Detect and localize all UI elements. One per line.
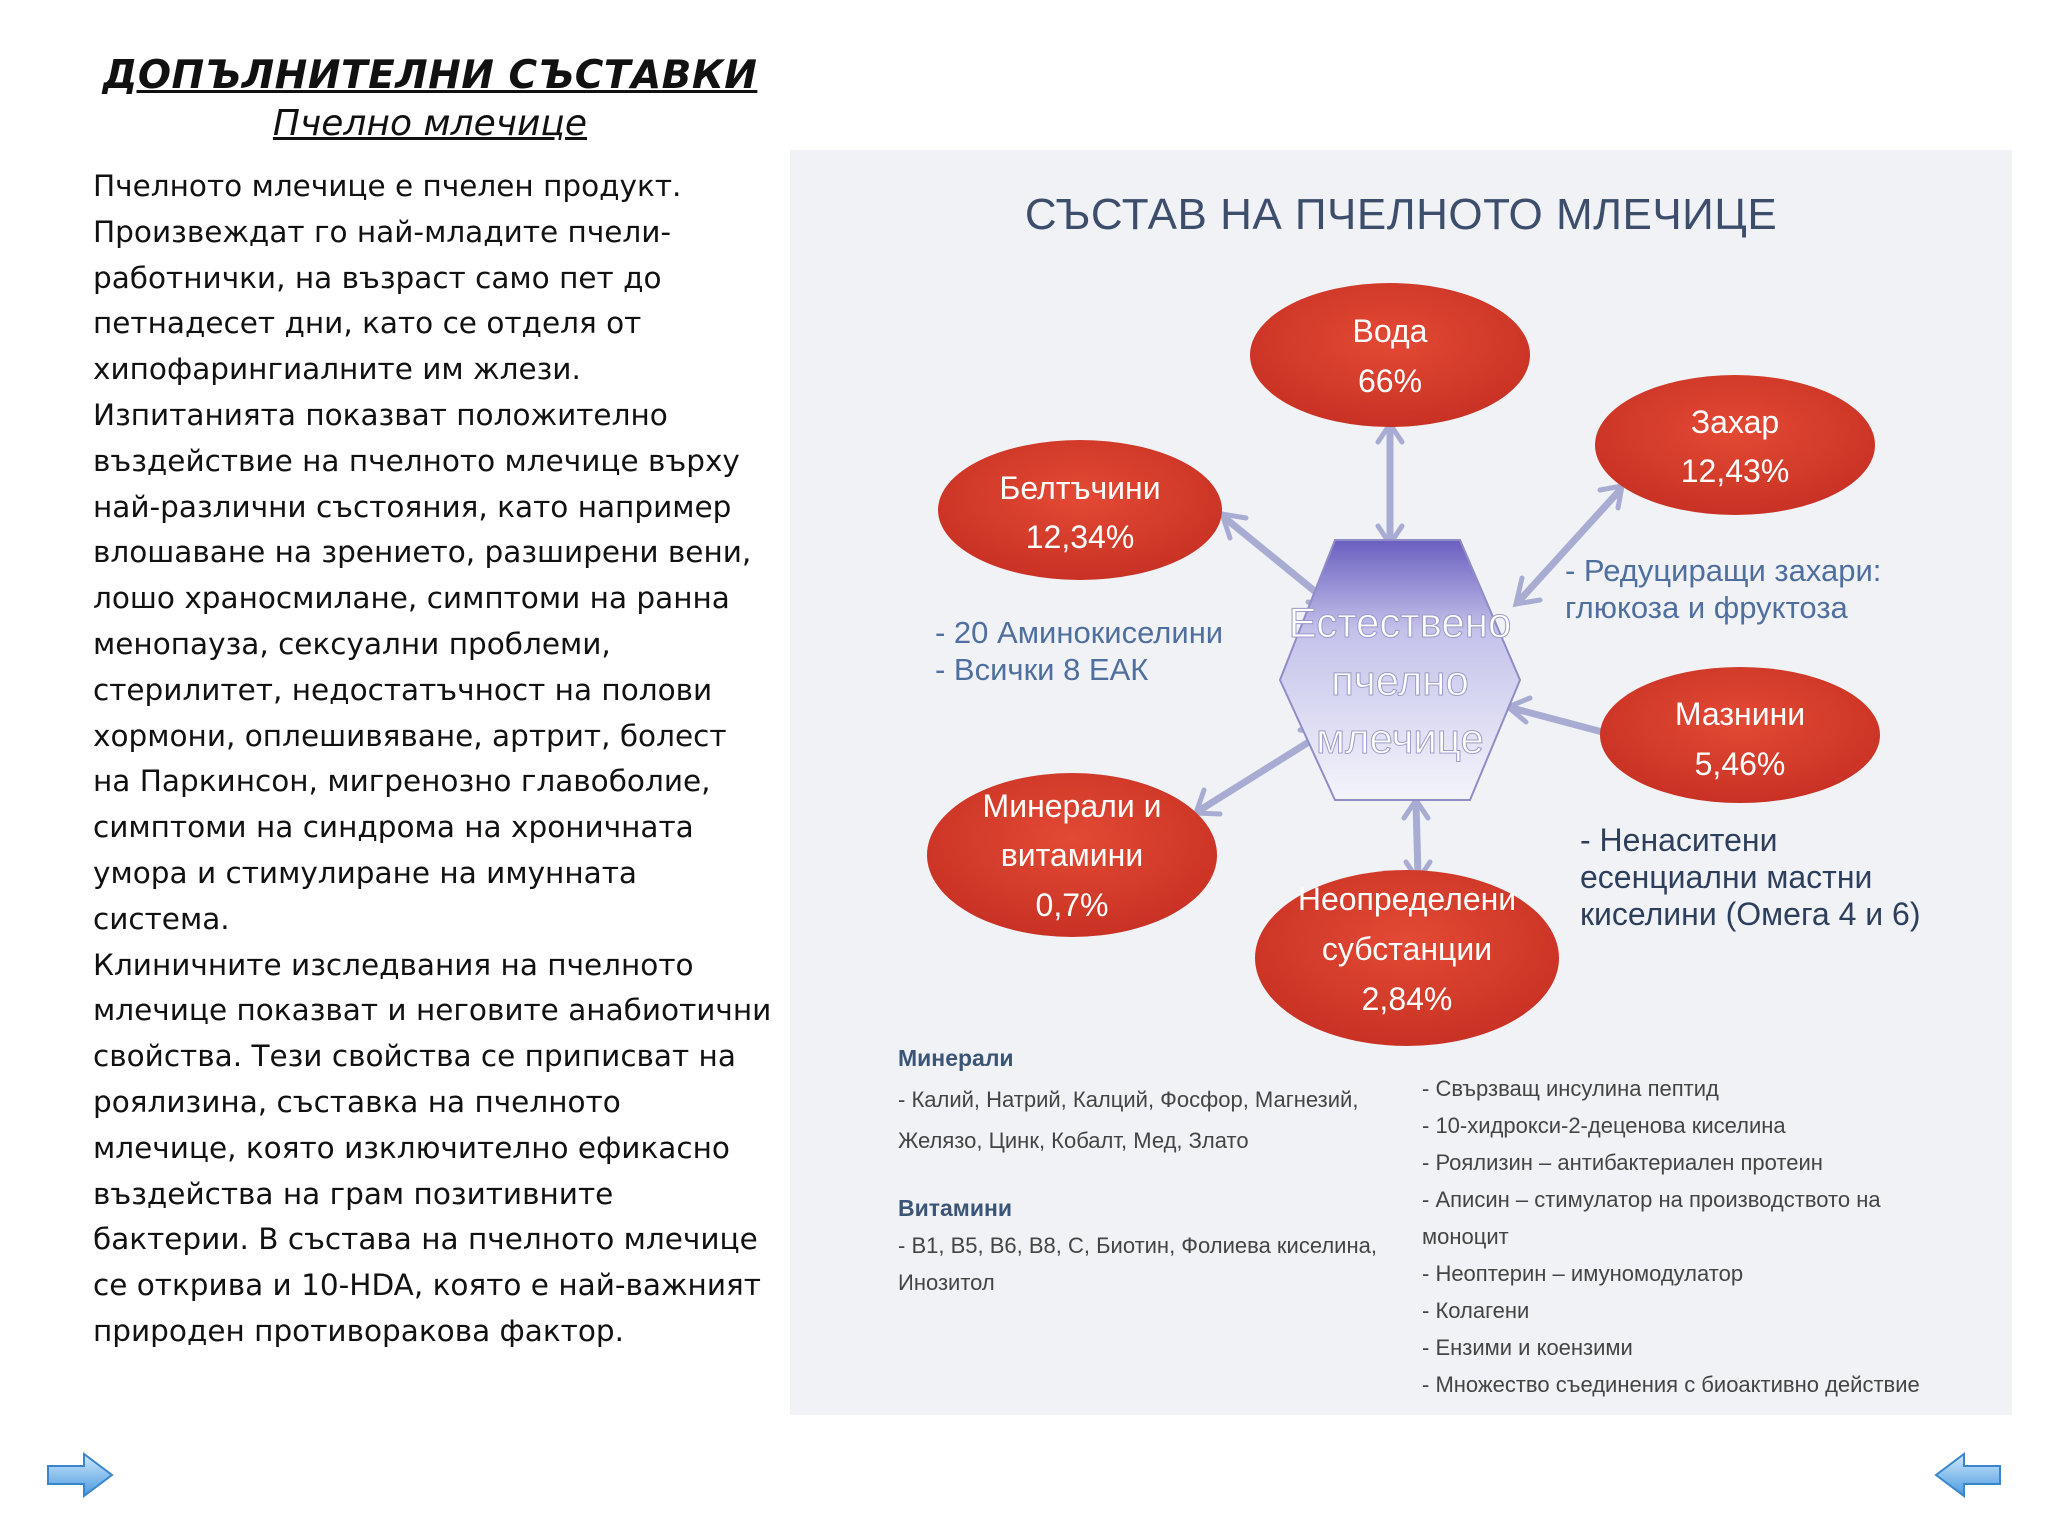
node-water <box>1250 283 1530 427</box>
composition-infographic <box>790 150 2012 1415</box>
node-undefined-value: 2,84% <box>1361 981 1453 1017</box>
page-heading <box>60 52 800 148</box>
note-fats-line1: - Ненаситени <box>1580 822 1778 858</box>
center-label-line1: Естествено <box>1288 599 1512 646</box>
node-undefined-label1: Неопределени <box>1297 881 1517 917</box>
node-minerals <box>927 773 1217 937</box>
node-water-value: 66% <box>1357 363 1423 399</box>
other-item: - Свързващ инсулина пептид <box>1422 1076 1719 1101</box>
node-fats <box>1600 667 1880 803</box>
paragraph-intro: Пчелното млечице е пчелен продукт. Произвеждат го най-младите пчели-работнички, на възраст само пет до петнадесет дни, като се отделя от хипофарингиалните им жлези. <box>93 169 682 387</box>
minerals-line2: Желязо, Цинк, Кобалт, Мед, Злато <box>898 1128 1249 1153</box>
note-fats-line2: есенциални мастни <box>1580 859 1873 895</box>
note-amino <box>935 614 1223 688</box>
note-amino-line1: - 20 Аминокиселини <box>935 615 1224 650</box>
node-minerals-label1: Минерали и <box>982 788 1162 824</box>
other-components-list <box>1422 1070 1982 1403</box>
arrow-minerals <box>1200 735 1320 810</box>
node-undefined-label2: субстанции <box>1321 931 1493 967</box>
vitamins-block <box>898 1190 1418 1301</box>
node-sugar-label: Захар <box>1690 404 1780 440</box>
other-item: - Множество съединения с биоактивно действие <box>1422 1372 1920 1397</box>
vitamins-heading: Витамини <box>898 1195 1012 1221</box>
node-minerals-value: 0,7% <box>1035 887 1109 923</box>
note-fats <box>1580 822 1921 933</box>
paragraph-trials: Изпитанията показват положително въздействие на пчелното млечице върху най-различни състояния, като например влошаване на зрението, разширени вени, лошо храносмилане, симптоми на ранна менопауза, сексуални проблеми, стерилитет, недостатъчност на полови хормони, оплешивяване, артрит, болест на Паркинсон, мигренозно главоболие, симптоми на синдрома на хроничната умора и стимулиране на имунната система. <box>93 397 752 936</box>
node-undefined <box>1255 870 1559 1046</box>
node-protein-value: 12,34% <box>1025 519 1135 555</box>
note-sugars-line1: - Редуциращи захари: <box>1565 553 1882 588</box>
other-item: - Ензими и коензими <box>1422 1335 1633 1360</box>
node-sugar-value: 12,43% <box>1680 453 1790 489</box>
other-item: - Неоптерин – имуномодулатор <box>1422 1261 1744 1286</box>
note-sugars <box>1565 552 1881 626</box>
vitamins-line2: Инозитол <box>898 1270 995 1295</box>
node-fats-label: Мазнини <box>1674 696 1806 732</box>
infographic-title: СЪСТАВ НА ПЧЕЛНОТО МЛЕЧИЦЕ <box>1024 190 1778 239</box>
center-label-line3: млечице <box>1316 715 1484 762</box>
other-item: моноцит <box>1422 1224 1509 1249</box>
paragraph-clinical: Клиничните изследвания на пчелното млечице показват и неговите анабиотични свойства. Тези свойства се приписват на роялизина, съставка на пчелното млечице, която изключително ефикасно въздейства на грам позитивните бактерии. В състава на пчелното млечице се открива и 10-HDA, която е най-важният природен противоракова фактор. <box>93 947 772 1348</box>
arrow-left-icon[interactable] <box>1932 1450 2004 1500</box>
minerals-line1: - Калий, Натрий, Калций, Фосфор, Магнезий, <box>898 1087 1359 1112</box>
minerals-heading: Минерали <box>898 1045 1014 1071</box>
node-protein <box>938 440 1222 580</box>
note-sugars-line2: глюкоза и фруктоза <box>1565 590 1848 625</box>
node-water-label: Вода <box>1352 313 1428 349</box>
other-item: - 10-хидрокси-2-деценова киселина <box>1422 1113 1786 1138</box>
other-item: - Аписин – стимулатор на производството на <box>1422 1187 1881 1212</box>
node-protein-label: Белтъчини <box>999 470 1161 506</box>
vitamins-line1: - B1, B5, B6, B8, C, Биотин, Фолиева киселина, <box>898 1233 1377 1258</box>
center-label-line2: пчелно <box>1331 657 1469 704</box>
other-item: - Колагени <box>1422 1298 1530 1323</box>
page-title: ДОПЪЛНИТЕЛНИ СЪСТАВКИ <box>102 53 758 98</box>
node-minerals-label2: витамини <box>1000 837 1144 873</box>
article-body <box>93 164 773 1355</box>
node-fats-value: 5,46% <box>1694 746 1786 782</box>
arrow-right-icon[interactable] <box>44 1450 116 1500</box>
note-fats-line3: киселини (Омега 4 и 6) <box>1580 896 1921 932</box>
page-subtitle: Пчелно млечице <box>272 103 588 144</box>
note-amino-line2: - Всички 8 ЕАК <box>935 652 1149 687</box>
other-item: - Роялизин – антибактериален протеин <box>1422 1150 1823 1175</box>
node-sugar <box>1595 375 1875 515</box>
arrow-undefined <box>1416 802 1418 876</box>
arrow-protein <box>1225 518 1328 602</box>
minerals-block <box>898 1040 1418 1159</box>
